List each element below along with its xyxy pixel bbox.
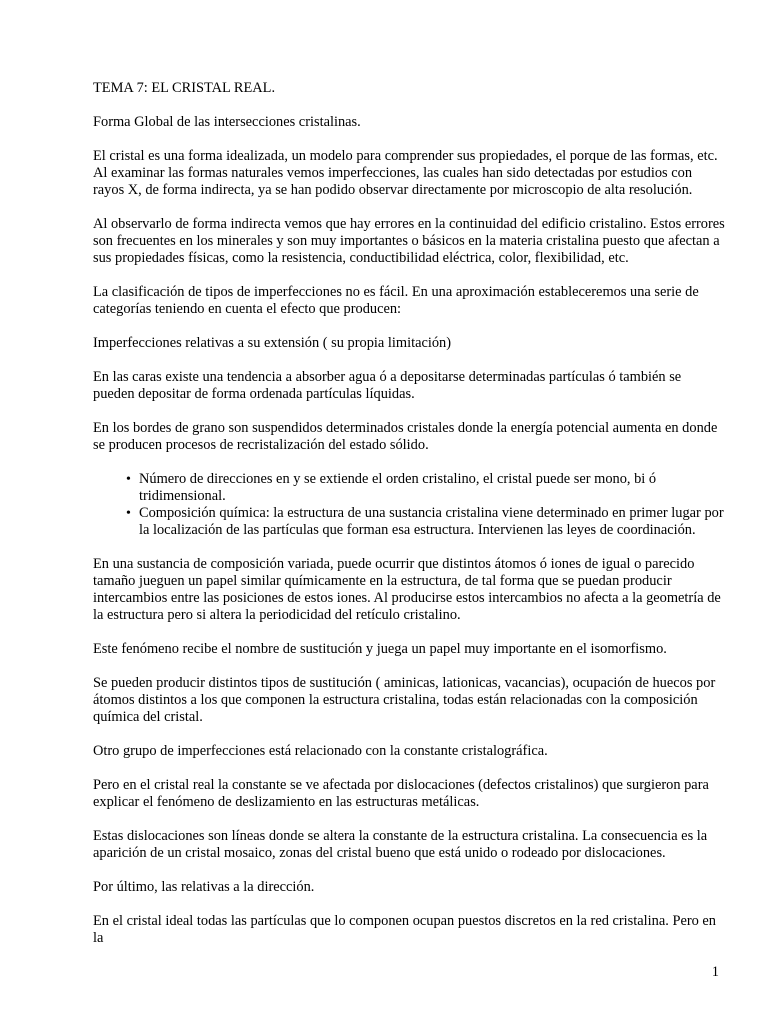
bullet-item-text: Composición química: la estructura de una sustancia cristalina viene determinado en primer lugar por la localización de las partículas que forman esa estructura. Intervienen las leyes de coordinación. xyxy=(139,505,724,538)
paragraph: En las caras existe una tendencia a absorber agua ó a depositarse determinadas partículas ó también se pueden depositar de forma ordenada partículas líquidas. xyxy=(93,369,682,402)
paragraph: Este fenómeno recibe el nombre de sustitución y juega un papel muy importante en el isomorfismo. xyxy=(93,641,667,657)
paragraph: La clasificación de tipos de imperfecciones no es fácil. En una aproximación estableceremos una serie de categorías teniendo en cuenta el efecto que producen: xyxy=(93,284,699,317)
paragraph: Por último, las relativas a la dirección. xyxy=(93,879,315,895)
document-body xyxy=(93,80,725,964)
paragraph: Pero en el cristal real la constante se ve afectada por dislocaciones (defectos cristalinos) que surgieron para explicar el fenómeno de deslizamiento en las estructuras metálicas. xyxy=(93,777,709,810)
paragraph: Se pueden producir distintos tipos de sustitución ( aminicas, lationicas, vacancias), ocupación de huecos por átomos distintos a los que componen la estructura cristalina, todas están relacionadas con la composición química del cristal. xyxy=(93,675,716,725)
section-heading: Forma Global de las intersecciones cristalinas. xyxy=(93,114,361,130)
bullet-item xyxy=(126,471,725,505)
paragraph: En una sustancia de composición variada, puede ocurrir que distintos átomos ó iones de igual o parecido tamaño jueguen un papel similar químicamente en la estructura, de tal forma que se puedan producir intercambios entre las posiciones de estos iones. Al producirse estos intercambios no afecta a la geometría de la estructura pero si altera la periodicidad del retículo cristalino. xyxy=(93,556,721,623)
bullet-item-text: Número de direcciones en y se extiende el orden cristalino, el cristal puede ser mono, bi ó tridimensional. xyxy=(139,471,657,504)
paragraph: En el cristal ideal todas las partículas que lo componen ocupan puestos discretos en la red cristalina. Pero en la xyxy=(93,913,716,946)
document-title: TEMA 7: EL CRISTAL REAL. xyxy=(93,80,276,96)
paragraph: Imperfecciones relativas a su extensión ( su propia limitación) xyxy=(93,335,452,351)
bullet-list xyxy=(93,471,725,539)
paragraph: En los bordes de grano son suspendidos determinados cristales donde la energía potencial aumenta en donde se producen procesos de recristalización del estado sólido. xyxy=(93,420,718,453)
paragraph: El cristal es una forma idealizada, un modelo para comprender sus propiedades, el porque de las formas, etc. Al examinar las formas naturales vemos imperfecciones, las cuales han sido detectadas por estudios con rayos X, de forma indirecta, ya se han podido observar directamente por microscopio de alta resolución. xyxy=(93,148,718,198)
bullet-item xyxy=(126,505,725,539)
bullet-icon: • xyxy=(126,472,131,487)
paragraph: Al observarlo de forma indirecta vemos que hay errores en la continuidad del edificio cristalino. Estos errores son frecuentes en los minerales y son muy importantes o básicos en la materia cristalina puesto que afectan a sus propiedades físicas, como la resistencia, conductibilidad eléctrica, color, flexibilidad, etc. xyxy=(93,216,725,266)
paragraph: Estas dislocaciones son líneas donde se altera la constante de la estructura cristalina. La consecuencia es la aparición de un cristal mosaico, zonas del cristal bueno que está unido o rodeado por dislocaciones. xyxy=(93,828,708,861)
bullet-icon: • xyxy=(126,506,131,521)
page-number: 1 xyxy=(711,964,719,980)
paragraph: Otro grupo de imperfecciones está relacionado con la constante cristalográfica. xyxy=(93,743,548,759)
